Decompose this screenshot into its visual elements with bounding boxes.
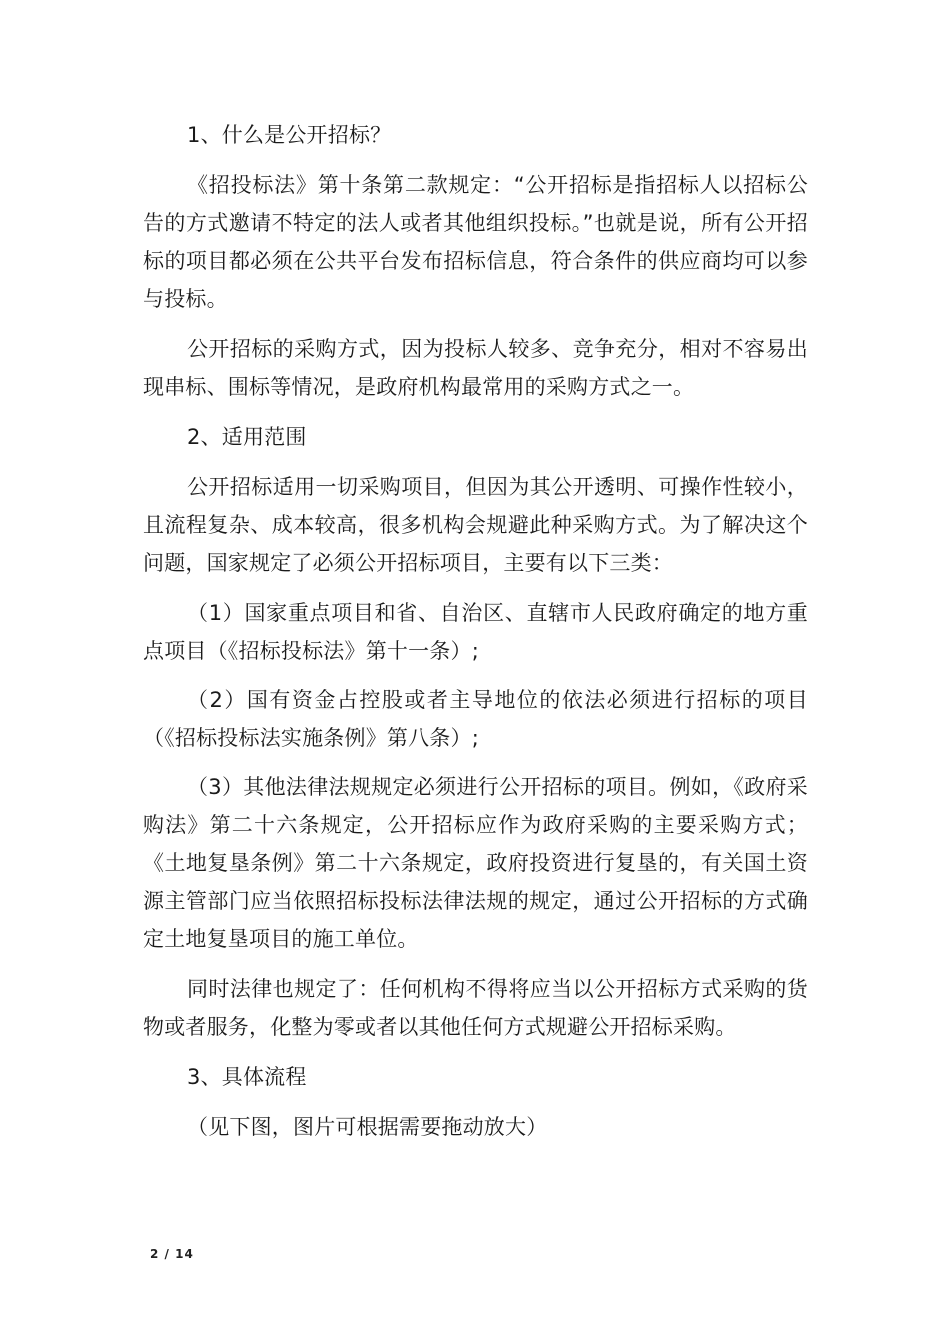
paragraph-advantages: 公开招标的采购方式，因为投标人较多、竞争充分，相对不容易出现串标、围标等情况，是政府机构最常用的采购方式之一。 bbox=[143, 337, 808, 399]
page-number: 2 / 14 bbox=[150, 1247, 194, 1261]
section-heading-scope: 2、适用范围 bbox=[187, 425, 307, 449]
list-item-2: （2）国有资金占控股或者主导地位的依法必须进行招标的项目（《招标投标法实施条例》第八条）; bbox=[143, 688, 808, 750]
list-item-3: （3）其他法律法规规定必须进行公开招标的项目。例如，《政府采购法》第二十六条规定，公开招标应作为政府采购的主要采购方式；《土地复垦条例》第二十六条规定，政府投资进行复垦的，有关国土资源主管部门应当依照招标投标法律法规的规定，通过公开招标的方式确定土地复垦项目的施工单位。 bbox=[143, 775, 808, 951]
list-item-1: （1）国家重点项目和省、自治区、直辖市人民政府确定的地方重点项目（《招标投标法》第十一条）; bbox=[143, 601, 808, 663]
paragraph-scope: 公开招标适用一切采购项目，但因为其公开透明、可操作性较小，且流程复杂、成本较高，很多机构会规避此种采购方式。为了解决这个问题，国家规定了必须公开招标项目，主要有以下三类： bbox=[143, 475, 808, 575]
paragraph-prohibition: 同时法律也规定了：任何机构不得将应当以公开招标方式采购的货物或者服务，化整为零或者以其他任何方式规避公开招标采购。 bbox=[143, 977, 808, 1039]
paragraph-definition: 《招投标法》第十条第二款规定：“公开招标是指招标人以招标公告的方式邀请不特定的法人或者其他组织投标。”也就是说，所有公开招标的项目都必须在公共平台发布招标信息，符合条件的供应商均可以参与投标。 bbox=[143, 173, 808, 311]
document-body bbox=[143, 116, 808, 1146]
section-heading-process: 3、具体流程 bbox=[187, 1065, 307, 1089]
section-heading-what-is-open-tender: 1、什么是公开招标？ bbox=[187, 123, 392, 147]
paragraph-figure-note: （见下图，图片可根据需要拖动放大） bbox=[187, 1115, 548, 1139]
